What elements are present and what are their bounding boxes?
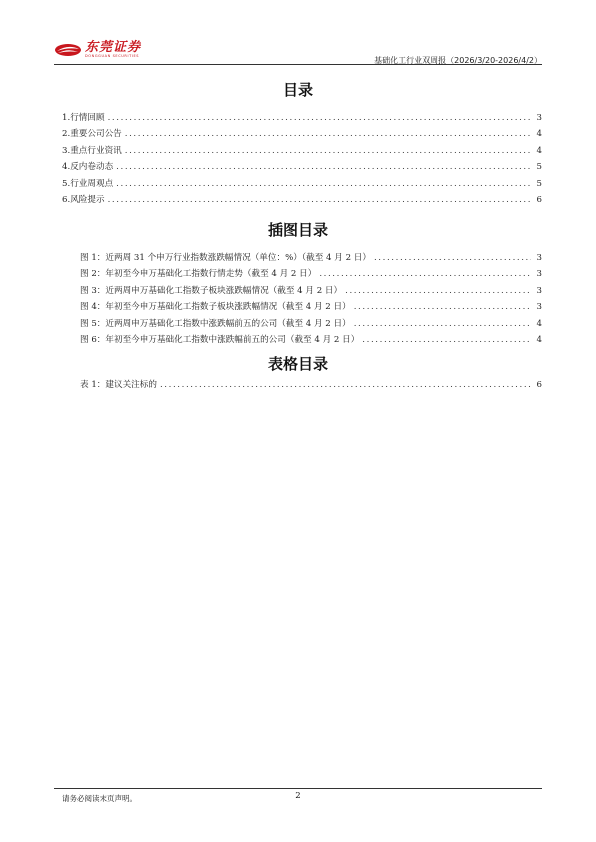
logo-cn: 东莞证券 <box>85 40 142 56</box>
logo-en: DONGGUAN SECURITIES <box>85 54 140 59</box>
toc-list <box>62 111 542 209</box>
figure-item-page: 4 <box>536 334 542 345</box>
leader-dots <box>125 146 531 156</box>
figures-list <box>80 251 542 349</box>
toc-item-label: 4.反内卷动态 <box>62 162 114 173</box>
leader-dots <box>116 179 531 189</box>
leader-dots <box>125 129 531 139</box>
tables-list <box>80 378 542 394</box>
figure-item-label: 图 2：年初至今申万基础化工指数行情走势（截至 4 月 2 日） <box>80 269 317 280</box>
table-item-page: 6 <box>536 380 542 390</box>
report-title: 基础化工行业双周报（2026/3/20-2026/4/2） <box>374 56 542 65</box>
figure-item[interactable] <box>80 333 542 349</box>
figure-item-page: 3 <box>536 253 542 263</box>
toc-item[interactable] <box>62 160 542 176</box>
toc-item-page: 5 <box>536 178 542 189</box>
figures-title: 插图目录 <box>267 221 328 239</box>
toc-item[interactable] <box>62 177 542 193</box>
figure-item-page: 3 <box>536 269 542 280</box>
page-number: 2 <box>295 791 301 801</box>
company-logo <box>54 38 141 62</box>
figure-item-page: 4 <box>536 318 542 329</box>
toc-item-label: 1.行情回顾 <box>62 113 105 123</box>
figure-item-label: 图 5：近两周申万基础化工指数中涨跌幅前五的公司（截至 4 月 2 日） <box>80 318 351 329</box>
figure-item-label: 图 3：近两周申万基础化工指数子板块涨跌幅情况（截至 4 月 2 日） <box>80 285 343 296</box>
figure-item[interactable] <box>80 300 542 316</box>
toc-item-label: 6.风险提示 <box>62 194 105 205</box>
figure-item-label: 图 4：年初至今申万基础化工指数子板块涨跌幅情况（截至 4 月 2 日） <box>80 302 351 313</box>
toc-item-label: 3.重点行业资讯 <box>62 145 122 156</box>
leader-dots <box>354 302 531 312</box>
toc-item-label: 2.重要公司公告 <box>62 129 122 140</box>
table-item-label: 表 1：建议关注标的 <box>80 380 157 390</box>
toc-item[interactable] <box>62 111 542 127</box>
logo-mark-icon <box>54 43 82 57</box>
leader-dots <box>345 286 531 296</box>
toc-item-page: 4 <box>536 129 542 140</box>
figure-item[interactable] <box>80 267 542 283</box>
toc-item-page: 6 <box>536 194 542 205</box>
figure-item[interactable] <box>80 317 542 333</box>
toc-item[interactable] <box>62 193 542 209</box>
leader-dots <box>116 162 531 172</box>
figure-item[interactable] <box>80 284 542 300</box>
footer-disclaimer: 请务必阅读末页声明。 <box>62 794 137 803</box>
page-header <box>54 38 542 64</box>
toc-item[interactable] <box>62 127 542 143</box>
toc-item-label: 5.行业周观点 <box>62 178 114 189</box>
table-item[interactable] <box>80 378 542 394</box>
header-divider <box>54 64 542 65</box>
toc-item-page: 5 <box>536 162 542 173</box>
leader-dots <box>319 269 531 279</box>
leader-dots <box>354 319 531 329</box>
footer-divider <box>54 788 542 789</box>
leader-dots <box>108 195 531 205</box>
figure-item-label: 图 1：近两周 31 个申万行业指数涨跌幅情况（单位：%）（截至 4 月 2 日） <box>80 253 371 263</box>
toc-title: 目录 <box>282 81 313 99</box>
figure-item-label: 图 6：年初至今申万基础化工指数中涨跌幅前五的公司（截至 4 月 2 日） <box>80 334 360 345</box>
leader-dots <box>374 253 531 263</box>
leader-dots <box>362 335 531 345</box>
leader-dots <box>108 113 531 123</box>
tables-title: 表格目录 <box>267 355 328 373</box>
figure-item[interactable] <box>80 251 542 267</box>
toc-item-page: 3 <box>536 113 542 123</box>
toc-item[interactable] <box>62 144 542 160</box>
figure-item-page: 3 <box>536 302 542 313</box>
figure-item-page: 3 <box>536 285 542 296</box>
toc-item-page: 4 <box>536 145 542 156</box>
leader-dots <box>160 380 531 390</box>
